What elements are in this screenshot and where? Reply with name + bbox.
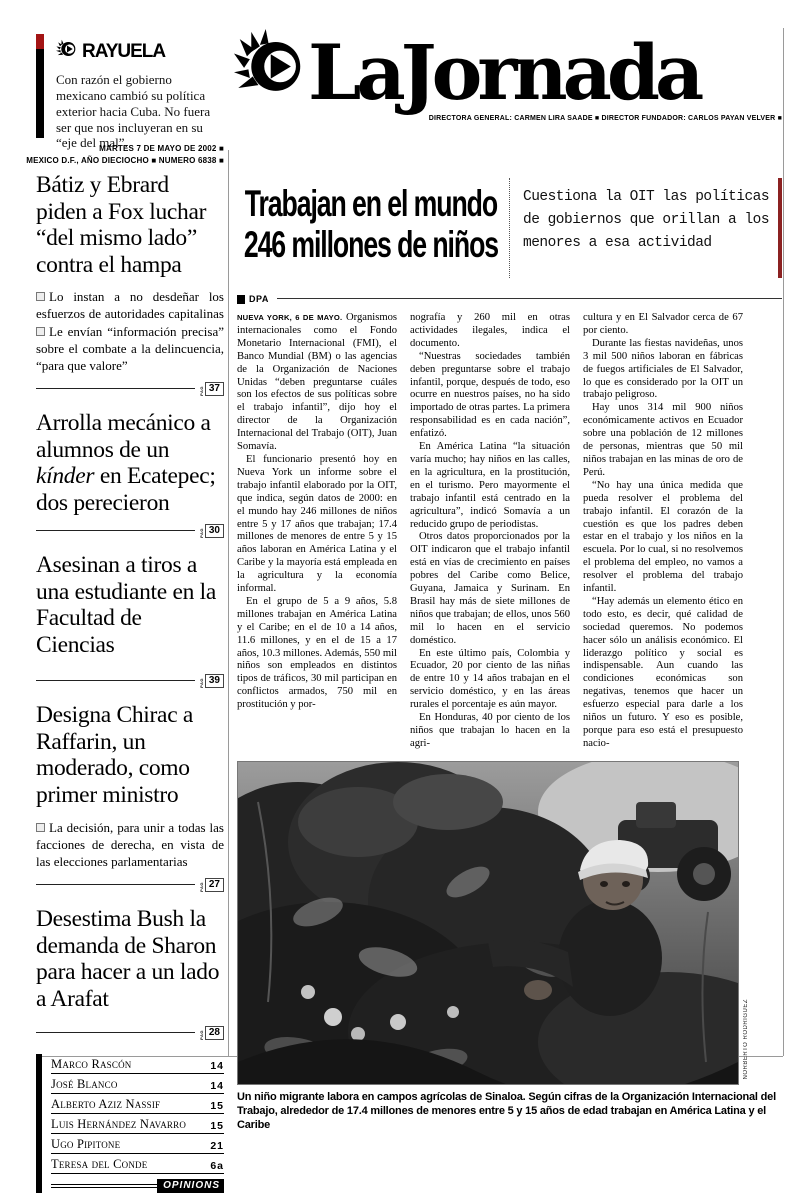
pag-label: PAG xyxy=(198,882,204,892)
index-row xyxy=(51,1114,224,1134)
paragraph: En América Latina “la situación varía mucho; hay niños en las calles, en la agricultura, en la prostitución, en el turismo. Pero mayormente el trabajo infantil está centrado en la agricultura”, indicó Somavía a un reducido grupo de periodistas. xyxy=(410,441,570,530)
columnist-name: Alberto Aziz Nassif xyxy=(51,1097,161,1112)
page-ref-row xyxy=(36,674,224,688)
paragraph: “No hay una única medida que pueda resolver el problema del trabajo infantil. El corazón de la cuestión es que los padres deben estar en el trabajo y los niños en la escuela. Por lo cual, si no resolvemos el problema del empleo, no vamos a resolver el problema del trabajo infantil. xyxy=(583,479,743,595)
body-column-1 xyxy=(237,312,397,751)
checkbox-icon xyxy=(36,327,45,336)
rayuela-title: RAYUELA xyxy=(82,40,166,62)
page-number-badge: 37 xyxy=(205,382,224,396)
headline-arrolla-mecanico xyxy=(36,410,224,516)
rayuela-text: Con razón el gobierno mexicano cambió su política exterior hacia Cuba. No fuera ser que nos incluyeran en su “eje del mal”. xyxy=(56,72,211,151)
deck-chirac xyxy=(36,819,224,870)
page-ref-row xyxy=(36,524,224,538)
index-row xyxy=(51,1134,224,1154)
rayuela-eye-icon xyxy=(56,38,78,65)
headline-batiz-ebrard: Bátiz y Ebrard piden a Fox luchar “del mismo lado” contra el hampa xyxy=(36,172,207,278)
pag-label: PAG xyxy=(198,1030,204,1041)
red-square-mark xyxy=(36,34,44,49)
headline-text: Arrolla mecánico a alumnos de un xyxy=(36,409,211,463)
main-headline xyxy=(237,184,505,265)
columnist-page: 6a xyxy=(210,1160,224,1173)
index-row xyxy=(51,1154,224,1174)
opinions-label: OPINIONS xyxy=(157,1179,224,1193)
jornada-eye-logo-icon xyxy=(234,26,306,109)
news-photo xyxy=(237,761,749,1085)
page-ref-row xyxy=(36,878,224,892)
columnist-page: 15 xyxy=(210,1100,224,1113)
main-headline-line2: 246 millones de niños xyxy=(243,223,498,265)
byline-row xyxy=(237,294,782,304)
pag-label: PAG xyxy=(198,528,204,539)
paragraph: Durante las fiestas navideñas, unos 3 mil 500 niños laboran en fábricas de fuegos artificiales de El Salvador, lo que es considerado por la OIT un trabajo peligroso. xyxy=(583,337,743,401)
dateline-lead: NUEVA YORK, 6 DE MAYO. xyxy=(237,313,343,322)
subhead-text: Cuestiona la OIT las políticas de gobiernos que orillan a los menores a esa actividad xyxy=(523,189,770,252)
masthead xyxy=(234,26,782,122)
dateline-issue: MEXICO D.F., AÑO DIECIOCHO ■ NUMERO 6838 ■ xyxy=(26,155,224,165)
checkbox-icon xyxy=(36,823,45,832)
paragraph: Otros datos proporcionados por la OIT indicaron que el trabajo infantil está en vías de crecimiento en países pobres del Caribe como Belice, Guyana, Jamaica y Surinam. En Brasil hay más de siete millones de niños que trabajan; de ellos, unos 560 mil lo hacen en el servicio doméstico. xyxy=(410,531,570,646)
dateline xyxy=(20,143,224,166)
deck-item: Lo instan a no desdeñar los esfuerzos de autoridades capitalinas xyxy=(36,289,224,322)
body-column-3 xyxy=(583,312,743,751)
columnist-name: José Blanco xyxy=(51,1077,118,1092)
deck-item: La decisión, para unir a todas las facciones de derecha, en vista de las elecciones parlamentarias xyxy=(36,819,224,869)
rayuela-left-bar xyxy=(36,34,44,138)
columnist-name: Marco Rascón xyxy=(51,1057,132,1072)
paragraph: “Nuestras sociedades también deben preguntarse sobre el trabajo infantil, porque, después de todo, eso ocurre en nuestros países, no ha sido importado de otras partes. La primera responsabilidad es en cada nación”, enfatizó. xyxy=(410,350,570,440)
paragraph: Hay unos 314 mil 900 niños económicamente activos en Ecuador sobre una población de 12 millones de personas, mientras que 50 mil niños trabajan en las minas de oro de Perú. xyxy=(583,402,743,478)
byline-square-icon xyxy=(237,295,245,304)
index-row xyxy=(51,1054,224,1074)
checkbox-icon xyxy=(36,292,45,301)
page-number-badge: 27 xyxy=(205,878,224,892)
subhead-box xyxy=(509,178,782,278)
paragraph: cultura y en El Salvador cerca de 67 por ciento. xyxy=(583,312,743,336)
headline-asesinan-estudiante: Asesinan a tiros a una estudiante en la Facultad de Ciencias xyxy=(36,552,216,658)
columnist-name: Luis Hernández Navarro xyxy=(51,1117,187,1132)
columnist-page: 14 xyxy=(210,1080,224,1093)
page-number-badge: 28 xyxy=(205,1026,224,1040)
photo-credit: NORBERTO RODRIGUEZ xyxy=(743,999,749,1080)
columnist-page: 21 xyxy=(210,1140,224,1153)
columnist-page: 14 xyxy=(210,1060,224,1073)
paragraph: En este último país, Colombia y Ecuador, 20 por ciento de las niñas de entre 10 y 14 años trabajan en el servicio doméstico, y en las áreas rurales el porcentaje es aún mayor. xyxy=(410,647,570,711)
pag-label: PAG xyxy=(198,386,204,396)
paragraph-text: Organismos internacionales como el Fondo Monetario Internacional (FMI), el Banco Mundial (BM) o las agencias de la Organización de Naciones Unidas “deben preguntarse cuáles son los efectos de sus políticas sobre el trabajo infantil”, dijo hoy el director de la Organización Internacional del Trabajo (OIT), Juan Somavía. xyxy=(237,312,397,453)
headline-designa-chirac: Designa Chirac a Raffarin, un moderado, como primer ministro xyxy=(36,702,194,808)
masthead-credits: DIRECTORA GENERAL: CARMEN LIRA SAADE ■ DIRECTOR FUNDADOR: CARLOS PAYAN VELVER ■ xyxy=(428,115,782,122)
page-ref-row xyxy=(36,382,224,396)
paragraph: nografía y 260 mil en otras actividades ilegales, indica el documento. xyxy=(410,312,570,349)
paragraph xyxy=(237,312,397,454)
page-number-badge: 30 xyxy=(205,524,224,538)
deck-batiz-ebrard xyxy=(36,288,224,374)
newspaper-title: LaJornada xyxy=(308,27,700,117)
index-row xyxy=(51,1074,224,1094)
deck-item: Le envían “información precisa” sobre el combate a la delincuencia, “para que valore” xyxy=(36,323,224,373)
column-divider-line xyxy=(228,150,229,1056)
index-row xyxy=(51,1094,224,1114)
page-right-edge-line xyxy=(783,28,784,1056)
photo-caption: Un niño migrante labora en campos agrícolas de Sinaloa. Según cifras de la Organización Internacional del Trabajo, alrededor de 17.4 millones de menores entre 5 y 15 años de edad trabajan en América Latina y el Caribe xyxy=(237,1090,776,1132)
byline xyxy=(237,294,269,304)
pag-label: PAG xyxy=(198,678,204,689)
headline-text: en Ecatepec; dos perecieron xyxy=(36,463,216,516)
opinions-section-bar xyxy=(51,1179,224,1193)
main-headline-line1: Trabajan en el mundo xyxy=(244,183,498,224)
body-column-2 xyxy=(410,312,570,751)
columnist-name: Ugo Pipitone xyxy=(51,1137,121,1152)
headline-desestima-bush: Desestima Bush la demanda de Sharon para hacer a un lado a Arafat xyxy=(36,906,220,1012)
article-body xyxy=(237,312,742,751)
columnist-index xyxy=(36,1054,224,1193)
paragraph: En el grupo de 5 a 9 años, 5.8 millones trabajan en América Latina y el Caribe; en el de 10 a 14 años, 11.6 millones, y en el de 15 a 17 años, 10.3 millones. Además, 550 mil niños son empleados en distintos tipos de tráficos, 30 mil participan en conflictos armados, 750 mil en prostitución y por- xyxy=(237,595,397,711)
dateline-date: MARTES 7 DE MAYO DE 2002 ■ xyxy=(99,144,224,153)
page-ref-row xyxy=(36,1026,224,1040)
columnist-name: Teresa del Conde xyxy=(51,1157,148,1172)
paragraph: El funcionario presentó hoy en Nueva York un informe sobre el trabajo infantil elaborado por la OIT, que indica, según datos de 2000: en el mundo hay 246 millones de niños entre 5 y 17 años que trabajan; 17.4 millones de menores de entre 5 y 15 años laboran en América Latina y el Caribe y la mayoría está empleada en la agricultura y la economía informal. xyxy=(237,453,397,595)
main-story xyxy=(237,178,782,1133)
paragraph: En Honduras, 40 por ciento de los niños que trabajan lo hacen en la agri- xyxy=(410,712,570,749)
agency-name: DPA xyxy=(249,294,269,304)
headline-italic: kínder xyxy=(36,463,95,490)
left-column xyxy=(36,172,224,1193)
page-number-badge: 39 xyxy=(205,674,224,688)
paragraph: “Hay además un elemento ético en todo esto, es decir, qué calidad de sociedad queremos. No podemos hacer sólo un análisis económico. El liderazgo político y social es indispensable. Aun cuando las condiciones económicas son negativas, tenemos que hacer un esfuerzo especial para darle a los niños un futuro. Y eso es posible, porque para eso está el presupuesto nacio- xyxy=(583,595,743,749)
columnist-page: 15 xyxy=(210,1120,224,1133)
